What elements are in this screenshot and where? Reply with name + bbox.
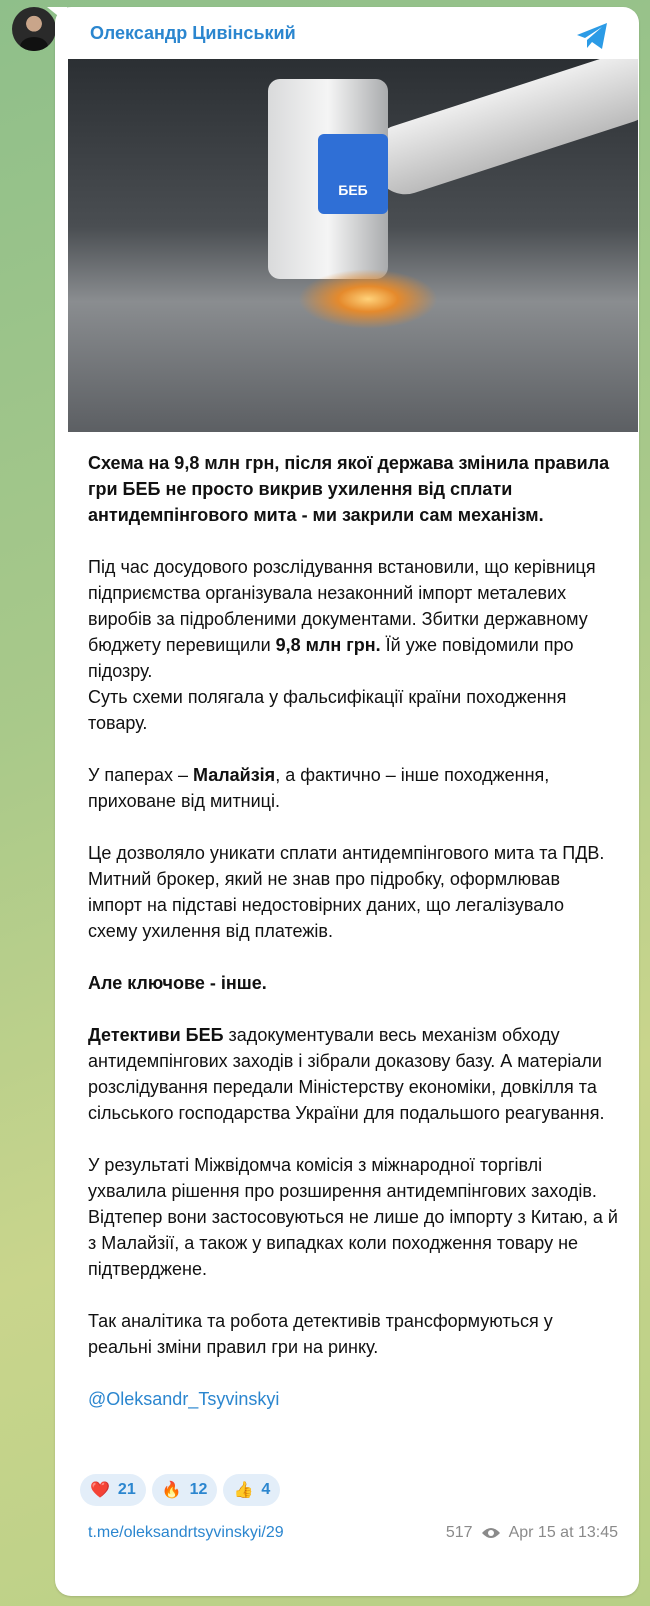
beb-logo: БЕБ [318,134,388,214]
text: , а фактично – інше походження, приховане від митниці. [88,765,550,811]
message-footer [88,1524,618,1542]
text: Їй уже повідомили про підозру. [88,635,574,681]
reactions [80,1474,280,1506]
reaction-count: 4 [261,1481,271,1498]
reaction-fire[interactable] [152,1474,218,1506]
thumbs-up-icon: 👍 [233,1482,254,1499]
hammer-handle [364,59,638,202]
message-bubble [55,7,639,1596]
reaction-thumbs-up[interactable] [223,1474,280,1506]
text-bold: Але ключове - інше. [88,973,267,993]
text: Суть схеми полягала у фальсифікації країни походження товару. [88,687,567,733]
eye-icon [481,1526,501,1540]
text: Відтепер вони застосовуються не лише до імпорту з Китаю, а й з Малайзії, а також у випадках коли походження товару не підтверджене. [88,1207,618,1279]
post-text [88,450,618,1438]
text: задокументували весь механізм обходу антидемпінгових заходів і зібрали доказову базу. А матеріали розслідування передали Міністерству економіки, довкілля та сільського господарства України для подальшого реагування. [88,1025,605,1123]
reaction-count: 21 [117,1481,136,1498]
text: У результаті Міжвідомча комісія з міжнародної торгівлі ухвалила рішення про розширення антидемпінгових заходів. [88,1155,597,1201]
mention-link[interactable]: @Oleksandr_Tsyvinskyi [88,1389,280,1409]
channel-name[interactable]: Олександр Цивінський [90,23,296,43]
avatar[interactable] [12,7,56,51]
text-bold: Малайзія [193,765,276,785]
reaction-count: 12 [189,1481,208,1498]
headline: Схема на 9,8 млн грн, після якої держава змінила правила гри БЕБ не просто викрив ухилення від сплати антидемпінгового мита - ми закрили сам механізм. [88,453,610,525]
telegram-share-icon[interactable] [575,21,609,51]
text-bold: Детективи БЕБ [88,1025,224,1045]
reaction-heart[interactable] [80,1474,146,1506]
fire-icon: 🔥 [161,1482,182,1499]
heart-icon: ❤️ [90,1482,110,1499]
paragraph: Так аналітика та робота детективів трансформуються у реальні зміни правил гри на ринку. [88,1311,553,1357]
text: Під час досудового розслідування встановили, що керівниця підприємства організувала незаконний імпорт металевих виробів за підробленими документами. Збитки державному бюджету перевищили [88,557,596,655]
post-image[interactable] [68,59,638,432]
view-count: 517 [445,1524,473,1541]
sparks [298,269,438,329]
post-link[interactable]: t.me/oleksandrtsyvinskyi/29 [88,1524,284,1541]
text: У паперах – [88,765,193,785]
text-bold: 9,8 млн грн. [275,635,381,655]
paragraph: Це дозволяло уникати сплати антидемпінгового мита та ПДВ. Митний брокер, який не знав про підробку, оформлював імпорт на підставі недостовірних даних, що легалізувало схему ухилення від платежів. [88,843,605,941]
timestamp: Apr 15 at 13:45 [508,1524,618,1541]
